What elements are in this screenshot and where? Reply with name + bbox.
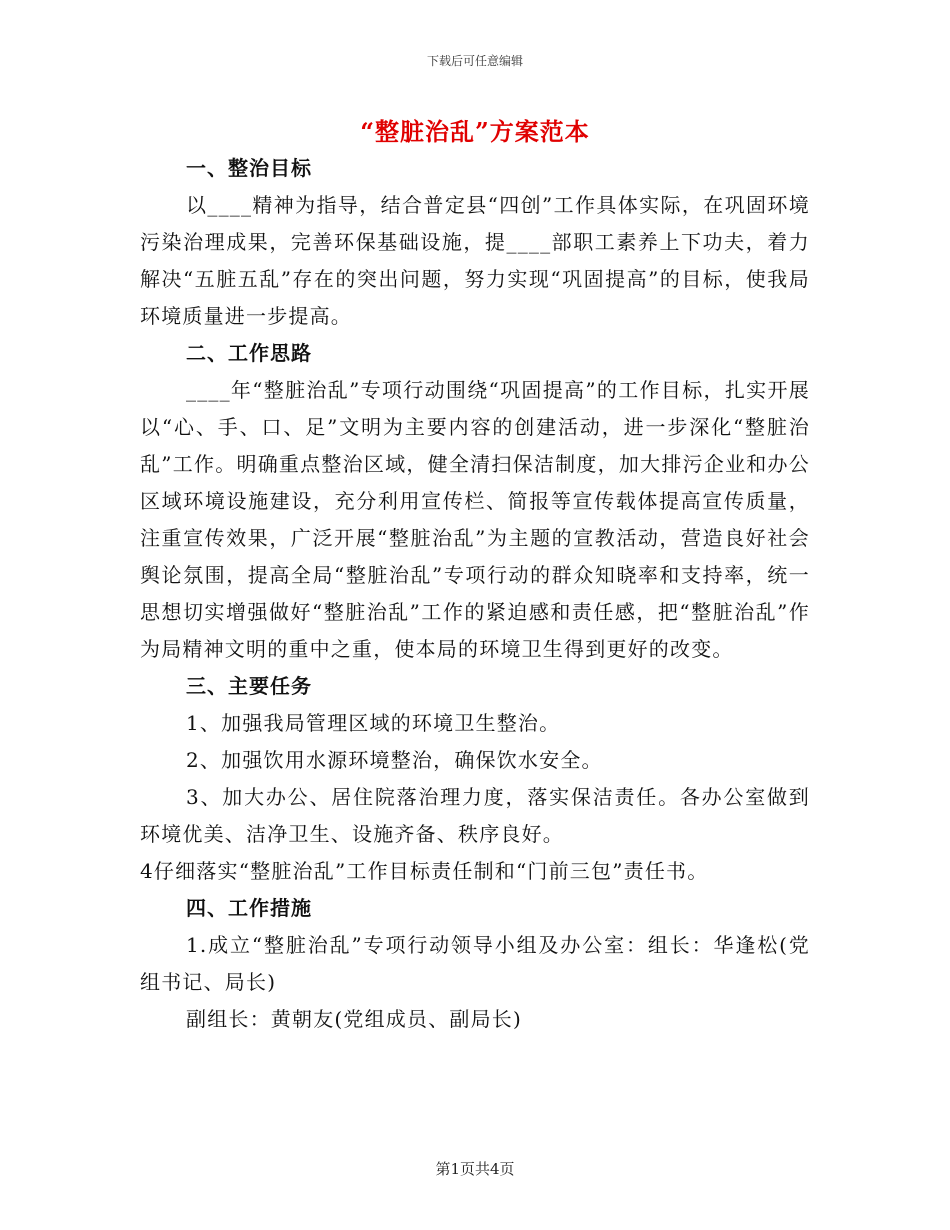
document-title: “整脏治乱”方案范本 [360, 117, 590, 146]
page-footer: 第1页共4页 [435, 1160, 515, 1178]
section-heading-approach: 二、工作思路 [186, 341, 312, 365]
section-heading-tasks: 三、主要任务 [186, 674, 312, 698]
measure-item: 1.成立“整脏治乱”专项行动领导小组及办公室：组长：华逢松(党组书记、局长) [140, 933, 810, 994]
task-item: 2、加强饮用水源环境整治，确保饮水安全。 [186, 748, 603, 772]
section-heading-measures: 四、工作措施 [186, 896, 312, 920]
section-paragraph-approach: ____年“整脏治乱”专项行动围绕“巩固提高”的工作目标，扎实开展以“心、手、口、足”文明为主要内容的创建活动，进一步深化“整脏治乱”工作。明确重点整治区域，健全清扫保洁制度，加大排污企业和办公区域环境设施建设，充分利用宣传栏、简报等宣传载体提高宣传质量，注重宣传效果，广泛开展“整脏治乱”为主题的宣教活动，营造良好社会舆论氛围，提高全局“整脏治乱”专项行动的群众知晓率和支持率，统一思想切实增强做好“整脏治乱”工作的紧迫感和责任感，把“整脏治乱”作为局精神文明的重中之重，使本局的环境卫生得到更好的改变。 [140, 378, 810, 661]
section-paragraph-goals: 以____精神为指导，结合普定县“四创”工作具体实际，在巩固环境污染治理成果，完善环保基础设施，提____部职工素养上下功夫，着力解决“五脏五乱”存在的突出问题，努力实现“巩固提高”的目标，使我局环境质量进一步提高。 [140, 193, 810, 328]
task-item: 1、加强我局管理区域的环境卫生整治。 [186, 711, 561, 735]
measure-item: 副组长：黄朝友(党组成员、副局长) [186, 1007, 523, 1031]
task-item: 4仔细落实“整脏治乱”工作目标责任制和“门前三包”责任书。 [140, 859, 709, 883]
header-note: 下载后可任意编辑 [426, 54, 523, 68]
task-item: 3、加大办公、居住院落治理力度，落实保洁责任。各办公室做到环境优美、洁净卫生、设施齐备、秩序良好。 [140, 785, 810, 846]
section-heading-goals: 一、整治目标 [186, 156, 312, 180]
document-body [140, 150, 810, 1038]
